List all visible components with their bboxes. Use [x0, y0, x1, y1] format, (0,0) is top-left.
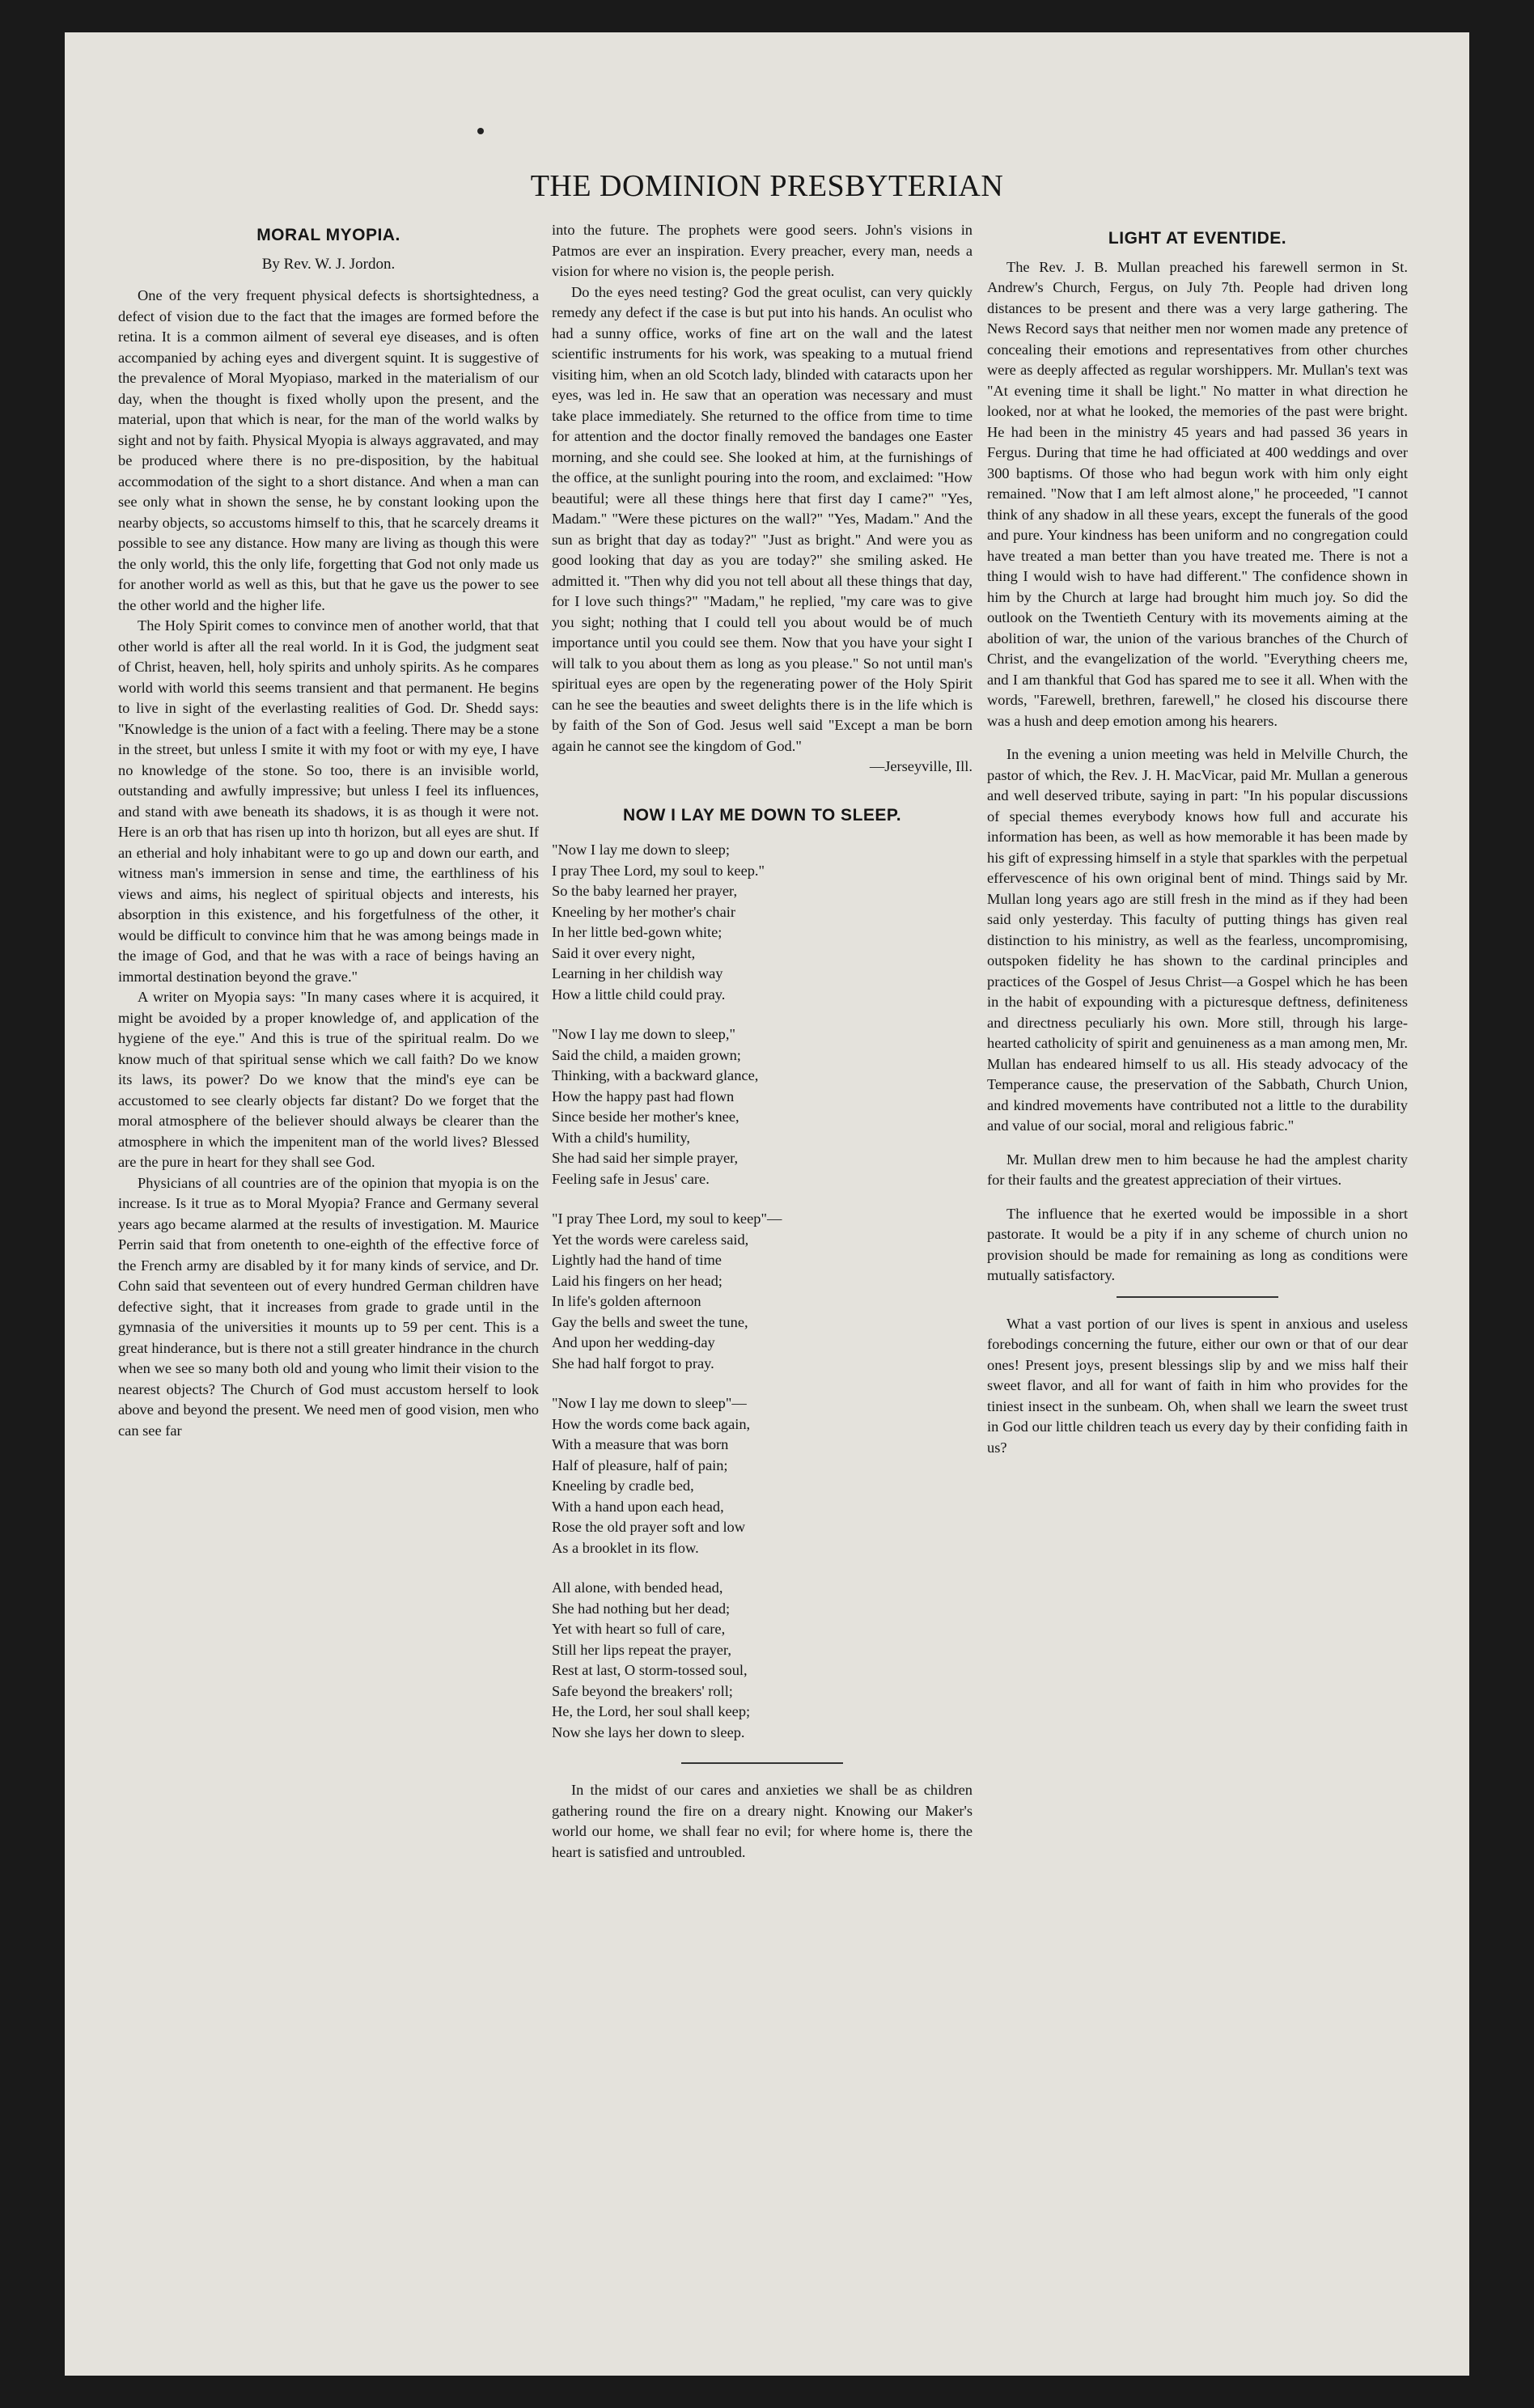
poem-line: I pray Thee Lord, my soul to keep.": [552, 862, 765, 879]
poem-line: She had nothing but her dead;: [552, 1600, 731, 1617]
paragraph: Mr. Mullan drew men to him because he had the amplest charity for their faults and the greatest appreciation of their virtues.: [987, 1151, 1408, 1188]
paragraph: A writer on Myopia says: "In many cases where it is acquired, it might be avoided by a proper knowledge of, and application of the hygiene of the eye." And this is true of the spiritual realm. Do we know much of that spiritual sense which we call faith? Do we know its laws, its power? Do we know that the mind's eye can be accustomed to see clearly objects far distant? Do we forget that the moral atmosphere of the believer should always be clearer than the atmosphere in which the impenitent man of the world lives? Blessed are the pure in heart for they shall see God.: [118, 989, 539, 1170]
paragraph: One of the very frequent physical defects is shortsightedness, a defect of vision due to the fact that the images are formed before the retina. It is a common ailment of several eye diseases, and is often accompanied by aching eyes and divergent squint. It is suggestive of the prevalence of Moral Myopiaso, marked in the materialism of our day, when the thought is fixed wholly upon the present, and the material, upon that which is near, for the man of the world walks by sight and not by faith. Physical Myopia is always aggravated, and may be produced where there is no pre-disposition, by the habitual accommodation of the sight to a short distance. And when a man can see only what in shown the sense, he by constant looking upon the nearby objects, so accustoms himself to this, that he scarcely dreams it possible to see any distance. How many are living as though this were the only world, this the only life, forgetting that God not only made us for another world as well as this, but that he gave us the power to see the other world and the higher life.: [118, 287, 539, 613]
poem-line: Safe beyond the breakers' roll;: [552, 1682, 733, 1699]
poem-line: Said it over every night,: [552, 944, 696, 961]
paragraph: In the evening a union meeting was held in Melville Church, the pastor of which, the Rev. J. H. MacVicar, paid Mr. Mullan a generous and well deserved tribute, saying in part: "In his popular discussions of special themes everybody knows how full and accurate his information has been, as well as how memorable it has been made by his gift of expressing himself in a style that sparkles with the perpetual effervescence of his own original bent of mind. Things said by Mr. Mullan long years ago are still fresh in the mind as if they had been said only yesterday. This faculty of putting things has given real distinction to his ministry, as well as the fearless, uncompromising, outspoken fidelity he has shown to the cardinal principles and practices of the Gospel of Jesus Christ—a Gospel which he has been in the habit of expounding with a picturesque deftness, definiteness and directness peculiarly his own. More still, through his large-hearted catholicity of spirit and genuineness as a man among men, Mr. Mullan has endeared himself to us all. His steady advocacy of the Temperance cause, the preservation of the Sabbath, Church Union, and kindred movements have contributed not a little to the durability and value of our social, moral and religious fabric.": [987, 746, 1408, 1134]
masthead: THE DOMINION PRESBYTERIAN: [530, 169, 1004, 203]
paragraph: The Holy Spirit comes to convince men of another world, that that other world is after all the real world. In it is God, the judgment seat of Christ, heaven, hell, holy spirits and unholy spirits. As he compares world with world this seems transient and that permanent. He begins to live in sight of the everlasting realities of God. Dr. Shedd says: "Knowledge is the union of a fact with a feeling. There may be a stone in the street, but unless I smite it with my foot or with my eye, I have no knowledge of the stone. So too, there is an invisible world, outstanding and awfully impressive; but unless I feel its influences, and stand with awe beneath its shadows, it is as though it were not. Here is an orb that has risen up into th horizon, but all eyes are shut. If an etherial and holy inhabitant were to go up and down our earth, and witness man's immersion in sense and time, the earthliness of his views and aims, his neglect of spiritual objects and interests, his absorption in this existence, and his forgetfulness of the other, it would be difficult to convince him that he was among beings made in the image of God, and that he was with a race of beings having an immortal destination beyond the grave.": [118, 617, 539, 985]
poem-line: Half of pleasure, half of pain;: [552, 1456, 728, 1473]
article-title-now-i-lay-me: NOW I LAY ME DOWN TO SLEEP.: [622, 805, 902, 825]
poem-line: Yet with heart so full of care,: [552, 1621, 726, 1637]
poem-line: In her little bed-gown white;: [552, 924, 723, 940]
poem-line: With a measure that was born: [552, 1436, 729, 1452]
poem-stanza: [552, 840, 973, 1005]
poem-line: "Now I lay me down to sleep;: [552, 842, 730, 858]
poem-line: With a hand upon each head,: [552, 1498, 724, 1515]
poem: [552, 840, 973, 1743]
paragraph: The influence that he exerted would be impossible in a short pastorate. It would be a pity if in any scheme of church union no provision should be made for remaining as long as conditions were mutually satisfactory.: [987, 1205, 1408, 1283]
poem-stanza: [552, 1209, 973, 1374]
poem-stanza: [552, 1578, 973, 1743]
column-right: [987, 223, 1408, 1458]
poem-line: He, the Lord, her soul shall keep;: [552, 1703, 751, 1719]
ink-dot: [477, 128, 484, 134]
poem-line: Rose the old prayer soft and low: [552, 1519, 746, 1535]
poem-line: Kneeling by her mother's chair: [552, 903, 735, 920]
poem-line: She had half forgot to pray.: [552, 1354, 714, 1371]
column-left: [118, 220, 539, 1441]
poem-line: Thinking, with a backward glance,: [552, 1067, 759, 1083]
poem-line: "Now I lay me down to sleep,": [552, 1026, 735, 1042]
divider-rule: [1117, 1296, 1278, 1298]
poem-line: As a brooklet in its flow.: [552, 1539, 699, 1556]
divider-rule: [681, 1762, 843, 1764]
poem-line: Since beside her mother's knee,: [552, 1109, 739, 1125]
poem-line: Rest at last, O storm-tossed soul,: [552, 1662, 748, 1678]
poem-line: How the happy past had flown: [552, 1087, 735, 1104]
paragraph: What a vast portion of our lives is spent in anxious and useless forebodings concerning the future, either our own or that of our dear ones! Present joys, present blessings slip by and we miss half their sweet flavor, and all for want of faith in him who provides for the tiniest insect in the sunbeam. Oh, when shall we learn the sweet trust in God our little children teach us every day by their confiding faith in us?: [987, 1315, 1408, 1456]
column-middle: [552, 220, 973, 1863]
poem-stanza: [552, 1393, 973, 1558]
poem-line: Lightly had the hand of time: [552, 1252, 722, 1268]
paragraph: The Rev. J. B. Mullan preached his farewell sermon in St. Andrew's Church, Fergus, on July 7th. People had driven long distances to be present and there was a very large gathering. The News Record says that neither men nor women made any pretence of concealing their emotions and representatives from other churches were as deeply affected as regular worshippers. Mr. Mullan's text was "At evening time it shall be light." No matter in what direction he looked, nor at what he looked, the memories of the past were bright. He had been in the ministry 45 years and had passed 36 years in Fergus. During that time he had officiated at 400 weddings and over 300 baptisms. Of those who had begun work with him only eight remained. "Now that I am left almost alone," he proceeded, "I cannot think of any shadow in all these years, except the funerals of the good and pure. Your kindness has been uniform and no congregation could have treated a man better than you have treated me. There is not a thing I would wish to have had different." The confidence shown in him by the Church at large had brought him much joy. So did the outlook on the Twentieth Century with its movements aiming at the abolition of war, the union of the various branches of the Church of Christ, and the evangelization of the world. "Everything cheers me, and I am thankful that God has spared me to see it all. When with the words, "Farewell, brethren, farewell," he closed his discourse there was a hush and deep emotion among his hearers.: [987, 258, 1408, 729]
poem-line: Gay the bells and sweet the tune,: [552, 1313, 748, 1330]
poem-line: How the words come back again,: [552, 1415, 751, 1432]
poem-line: She had said her simple prayer,: [552, 1150, 739, 1166]
article-title-light-at-eventide: LIGHT AT EVENTIDE.: [1108, 229, 1287, 248]
poem-line: How a little child could pray.: [552, 986, 726, 1003]
poem-line: Learning in her childish way: [552, 965, 723, 981]
newspaper-page: [65, 32, 1469, 2376]
poem-line: Laid his fingers on her head;: [552, 1272, 723, 1289]
poem-line: "Now I lay me down to sleep"—: [552, 1395, 747, 1411]
paragraph: Physicians of all countries are of the opinion that myopia is on the increase. Is it true as to Moral Myopia? France and Germany several years ago became alarmed at the results of investigation. M. Maurice Perrin said that from onetenth to one-eighth of the effective force of the French army are disabled by it for many kinds of service, and Dr. Cohn said that seventeen out of every hundred German children have defective sight, that it increases from grade to grade until in the gymnasia of the universities it mounts up to 59 per cent. This is a great hinderance, but is there not a still greater hindrance in the church when we see so many both old and young who limit their vision to the nearest objects? The Church of God must accustom herself to look above and beyond the present. We need men of good vision, men who can see far: [118, 1174, 539, 1439]
poem-line: All alone, with bended head,: [552, 1579, 723, 1596]
poem-line: And upon her wedding-day: [552, 1334, 715, 1350]
poem-line: With a child's humility,: [552, 1129, 690, 1146]
article-byline: By Rev. W. J. Jordon.: [261, 255, 396, 273]
article-title-moral-myopia: MORAL MYOPIA.: [256, 226, 400, 244]
poem-line: In life's golden afternoon: [552, 1293, 701, 1309]
paragraph: Do the eyes need testing? God the great oculist, can very quickly remedy any defect if the case is but put into his hands. An oculist who had a sunny office, works of fine art on the wall and the latest scientific instruments for his work, was speaking to a mutual friend visiting him, when an old Scotch lady, blinded with cataracts upon her eyes, was led in. He saw that an operation was necessary and must take place immediately. She returned to the office from time to time for attention and the doctor finally removed the bandages one Easter morning, and she could see. She looked at him, at the furnishings of the office, at the sunlight pouring into the room, and exclaimed: "How beautiful; were all these things here that first day I came?" "Yes, Madam." "Were these pictures on the wall?" "Yes, Madam." And the sun as bright that day as today?" "Just as bright." And were you as good looking that day as you are today?" she smiling asked. He admitted it. "Then why did you not tell about all these things that day, for I love such things?" "Madam," he replied, "my care was to give you sight; nothing that I could tell you about would be of much importance until you could see them. Now that you have your sight I will talk to you about them as long as you please." So not until man's spiritual eyes are open by the regenerating power of the Holy Spirit can he see the beauties and sweet delights there is in the life which is by faith of the Son of God. Jesus well said "Except a man be born again he cannot see the kingdom of God.": [552, 283, 973, 754]
poem-line: Feeling safe in Jesus' care.: [552, 1170, 710, 1187]
poem-line: Kneeling by cradle bed,: [552, 1477, 694, 1494]
poem-stanza: [552, 1024, 973, 1189]
poem-line: Said the child, a maiden grown;: [552, 1046, 741, 1063]
poem-line: Still her lips repeat the prayer,: [552, 1641, 731, 1658]
article-signature: —Jerseyville, Ill.: [869, 758, 973, 774]
poem-line: Now she lays her down to sleep.: [552, 1723, 745, 1740]
paragraph: into the future. The prophets were good seers. John's visions in Patmos are ever an inspiration. Every preacher, every man, needs a vision for where no vision is, the people perish.: [552, 222, 973, 279]
poem-line: Yet the words were careless said,: [552, 1231, 749, 1248]
poem-line: "I pray Thee Lord, my soul to keep"—: [552, 1210, 782, 1227]
paragraph: In the midst of our cares and anxieties we shall be as children gathering round the fire on a dreary night. Knowing our Maker's world our home, we shall fear no evil; for where home is, there the heart is satisfied and untroubled.: [552, 1782, 973, 1860]
poem-line: So the baby learned her prayer,: [552, 883, 738, 899]
